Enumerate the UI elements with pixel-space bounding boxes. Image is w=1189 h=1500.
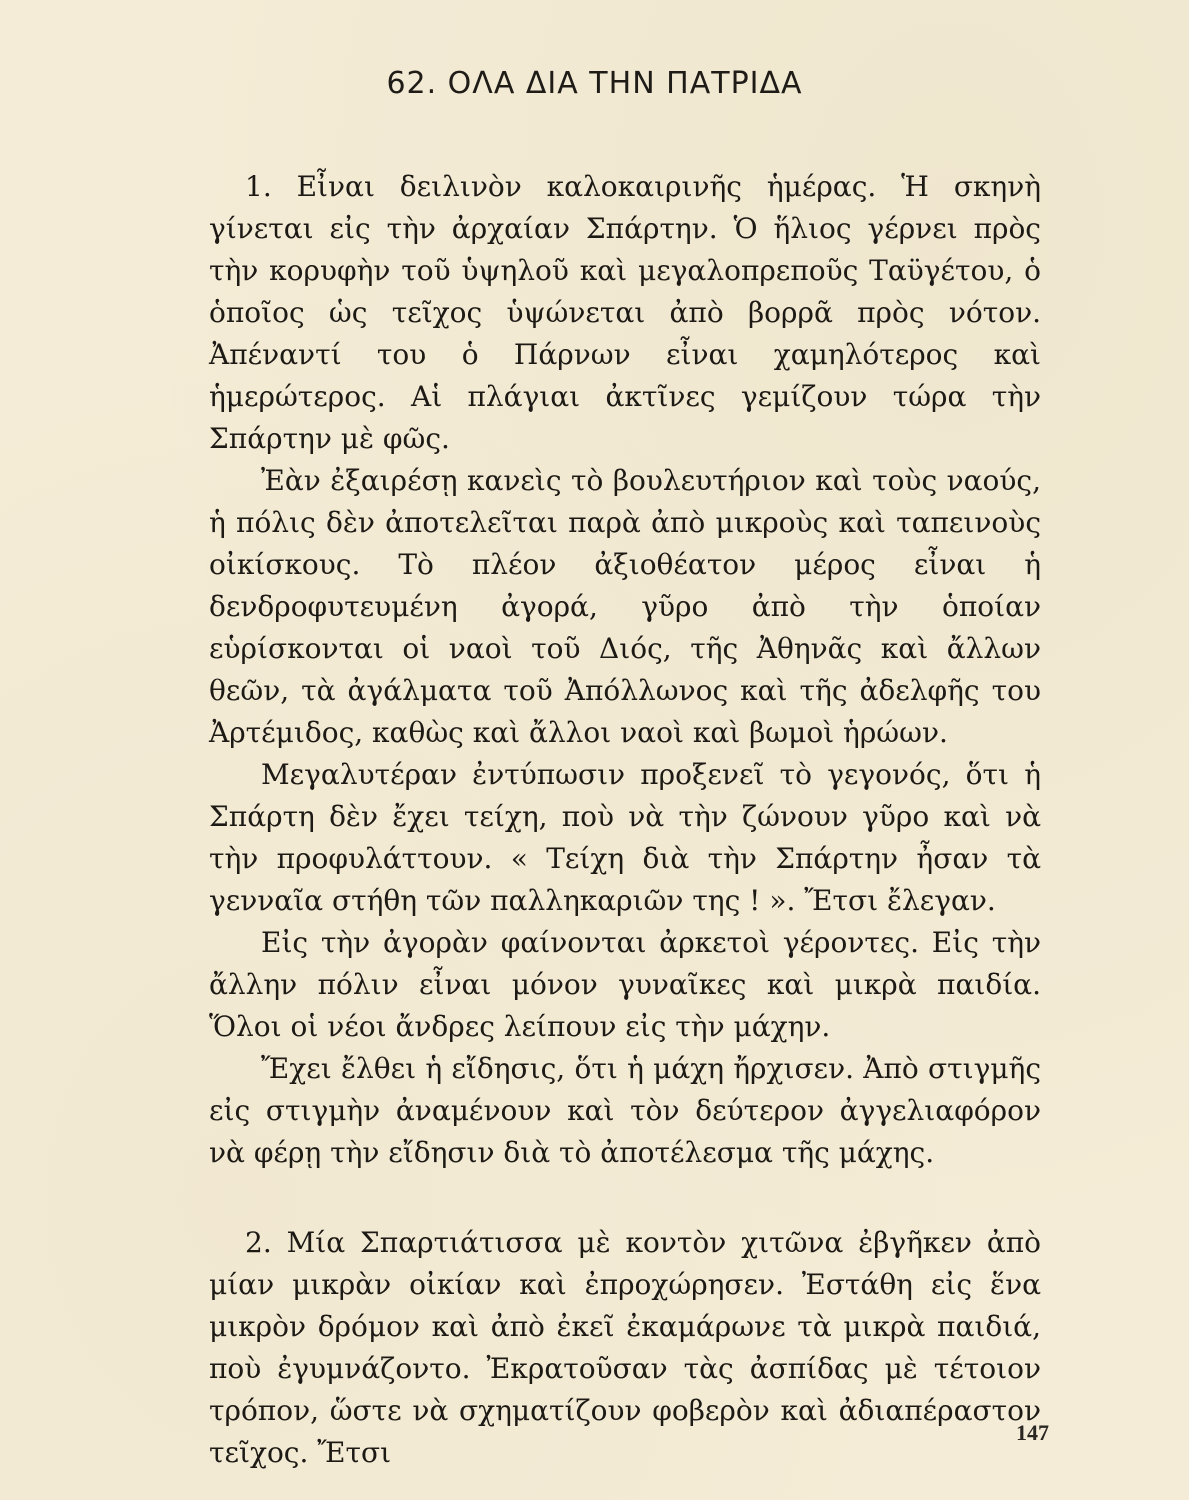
paragraph-6: 2. Μία Σπαρτιάτισσα μὲ κοντὸν χιτῶνα ἐβγῆκεν ἀπὸ μίαν μικρὰν οἰκίαν καὶ ἐπροχώρησεν. Ἐστάθη εἰς ἕνα μικρὸν δρόμον καὶ ἀπὸ ἐκεῖ ἐκαμάρωνε τὰ μικρὰ παιδιά, ποὺ ἐγυμνάζοντο. Ἐκρατοῦσαν τὰς ἀσπίδας μὲ τέτοιον τρόπον, ὥστε νὰ σχηματίζουν φοβερὸν καὶ ἀδιαπέραστον τεῖχος. Ἔτσι — [209, 1226, 1041, 1469]
paragraph-4: Εἰς τὴν ἀγορὰν φαίνονται ἀρκετοὶ γέροντες. Εἰς τὴν ἄλλην πόλιν εἶναι μόνον γυναῖκες καὶ μικρὰ παιδία. Ὅλοι οἱ νέοι ἄνδρες λείπουν εἰς τὴν μάχην. — [209, 926, 1041, 1043]
section-gap — [209, 1174, 1041, 1222]
paragraph-5: Ἔχει ἔλθει ἡ εἴδησις, ὅτι ἡ μάχη ἤρχισεν. Ἀπὸ στιγμῆς εἰς στιγμὴν ἀναμένουν καὶ τὸν δεύτερον ἀγγελιαφόρον νὰ φέρῃ τὴν εἴδησιν διὰ τὸ ἀποτέλεσμα τῆς μάχης. — [209, 1052, 1041, 1169]
paragraph-1: 1. Εἶναι δειλινὸν καλοκαιρινῆς ἡμέρας. Ἡ σκηνὴ γίνεται εἰς τὴν ἀρχαίαν Σπάρτην. Ὁ ἥλιος γέρνει πρὸς τὴν κορυφὴν τοῦ ὑψηλοῦ καὶ μεγαλοπρεποῦς Ταϋγέτου, ὁ ὁποῖος ὡς τεῖχος ὑψώνεται ἀπὸ βορρᾶ πρὸς νότον. Ἀπέναντί του ὁ Πάρνων εἶναι χαμηλότερος καὶ ἡμερώτερος. Αἱ πλάγιαι ἀκτῖνες γεμίζουν τώρα τὴν Σπάρτην μὲ φῶς. — [209, 170, 1041, 455]
body-text — [209, 166, 1041, 1474]
paragraph-3: Μεγαλυτέραν ἐντύπωσιν προξενεῖ τὸ γεγονός, ὅτι ἡ Σπάρτη δὲν ἔχει τείχη, ποὺ νὰ τὴν ζώνουν γῦρο καὶ νὰ τὴν προφυλάττουν. « Τείχη διὰ τὴν Σπάρτην ἦσαν τὰ γενναῖα στήθη τῶν παλληκαριῶν της ! ». Ἔτσι ἔλεγαν. — [209, 758, 1041, 917]
page-number: 147 — [1016, 1420, 1049, 1445]
chapter-title: 62. ΟΛΑ ΔΙΑ ΤΗΝ ΠΑΤΡΙΔΑ — [386, 66, 803, 101]
paragraph-2: Ἐὰν ἐξαιρέσῃ κανεὶς τὸ βουλευτήριον καὶ τοὺς ναούς, ἡ πόλις δὲν ἀποτελεῖται παρὰ ἀπὸ μικροὺς καὶ ταπεινοὺς οἰκίσκους. Τὸ πλέον ἀξιοθέατον μέρος εἶναι ἡ δενδροφυτευμένη ἀγορά, γῦρο ἀπὸ τὴν ὁποίαν εὑρίσκονται οἱ ναοὶ τοῦ Διός, τῆς Ἀθηνᾶς καὶ ἄλλων θεῶν, τὰ ἀγάλματα τοῦ Ἀπόλλωνος καὶ τῆς ἀδελφῆς του Ἀρτέμιδος, καθὼς καὶ ἄλλοι ναοὶ καὶ βωμοὶ ἡρώων. — [209, 464, 1041, 749]
